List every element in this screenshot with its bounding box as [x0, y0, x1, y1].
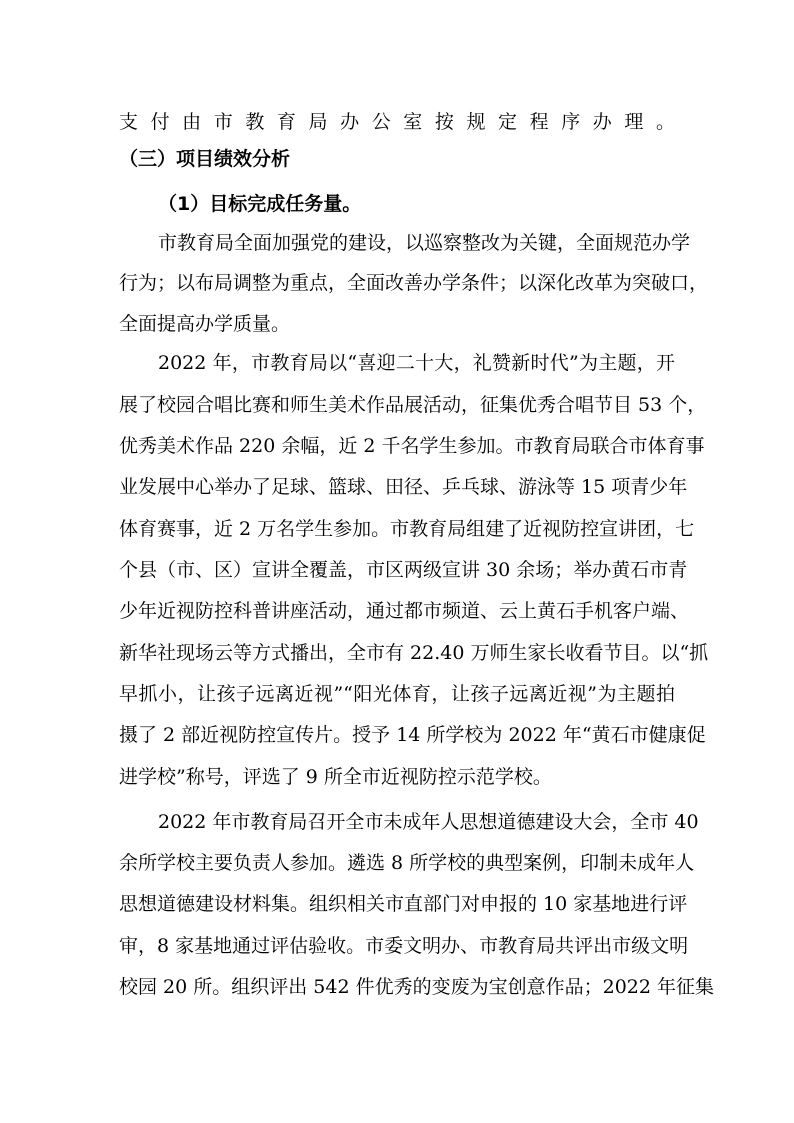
paragraph-line: 校园 20 所。组织评出 542 件优秀的变废为宝创意作品；2022 年征集: [119, 976, 714, 998]
paragraph-line: 摄了 2 部近视防控宣传片。授予 14 所学校为 2022 年“黄石市健康促: [119, 724, 706, 746]
paragraph-line: 少年近视防控科普讲座活动，通过都市频道、云上黄石手机客户端、: [119, 600, 690, 622]
paragraph-line: 余所学校主要负责人参加。遴选 8 所学校的典型案例，印制未成年人: [119, 852, 695, 874]
subsection-heading: （1）目标完成任务量。: [158, 193, 362, 215]
paragraph-line: 个县（市、区）宣讲全覆盖，市区两级宣讲 30 余场；举办黄石市青: [119, 559, 688, 581]
text-line: 支付由市教育局办公室按规定程序办理。: [119, 111, 675, 133]
paragraph-line: 进学校”称号，评选了 9 所全市近视防控示范学校。: [119, 766, 552, 788]
paragraph-line: 展了校园合唱比赛和师生美术作品展活动，征集优秀合唱节目 53 个，: [119, 394, 707, 416]
paragraph-line: 2022 年，市教育局以“喜迎二十大，礼赞新时代”为主题，开: [158, 352, 675, 374]
paragraph-line: 优秀美术作品 220 余幅，近 2 千名学生参加。市教育局联合市体育事: [119, 435, 705, 457]
paragraph-line: 新华社现场云等方式播出，全市有 22.40 万师生家长收看节目。以“抓: [119, 642, 709, 664]
paragraph-line: 行为；以布局调整为重点，全面改善办学条件；以深化改革为突破口，: [119, 272, 709, 294]
paragraph-line: 早抓小，让孩子远离近视”“阳光体育，让孩子远离近视”为主题拍: [119, 683, 675, 705]
section-heading: （三）项目绩效分析: [119, 148, 291, 170]
paragraph-line: 市教育局全面加强党的建设，以巡察整改为关键，全面规范办学: [158, 232, 691, 254]
paragraph-line: 2022 年市教育局召开全市未成年人思想道德建设大会，全市 40: [158, 811, 699, 833]
paragraph-line: 全面提高办学质量。: [119, 313, 291, 335]
paragraph-line: 审，8 家基地通过评估验收。市委文明办、市教育局共评出市级文明: [119, 935, 689, 957]
paragraph-line: 思想道德建设材料集。组织相关市直部门对申报的 10 家基地进行评: [119, 893, 688, 915]
paragraph-line: 体育赛事，近 2 万名学生参加。市教育局组建了近视防控宣讲团，七: [119, 518, 695, 540]
paragraph-line: 业发展中心举办了足球、篮球、田径、乒乓球、游泳等 15 项青少年: [119, 476, 688, 498]
